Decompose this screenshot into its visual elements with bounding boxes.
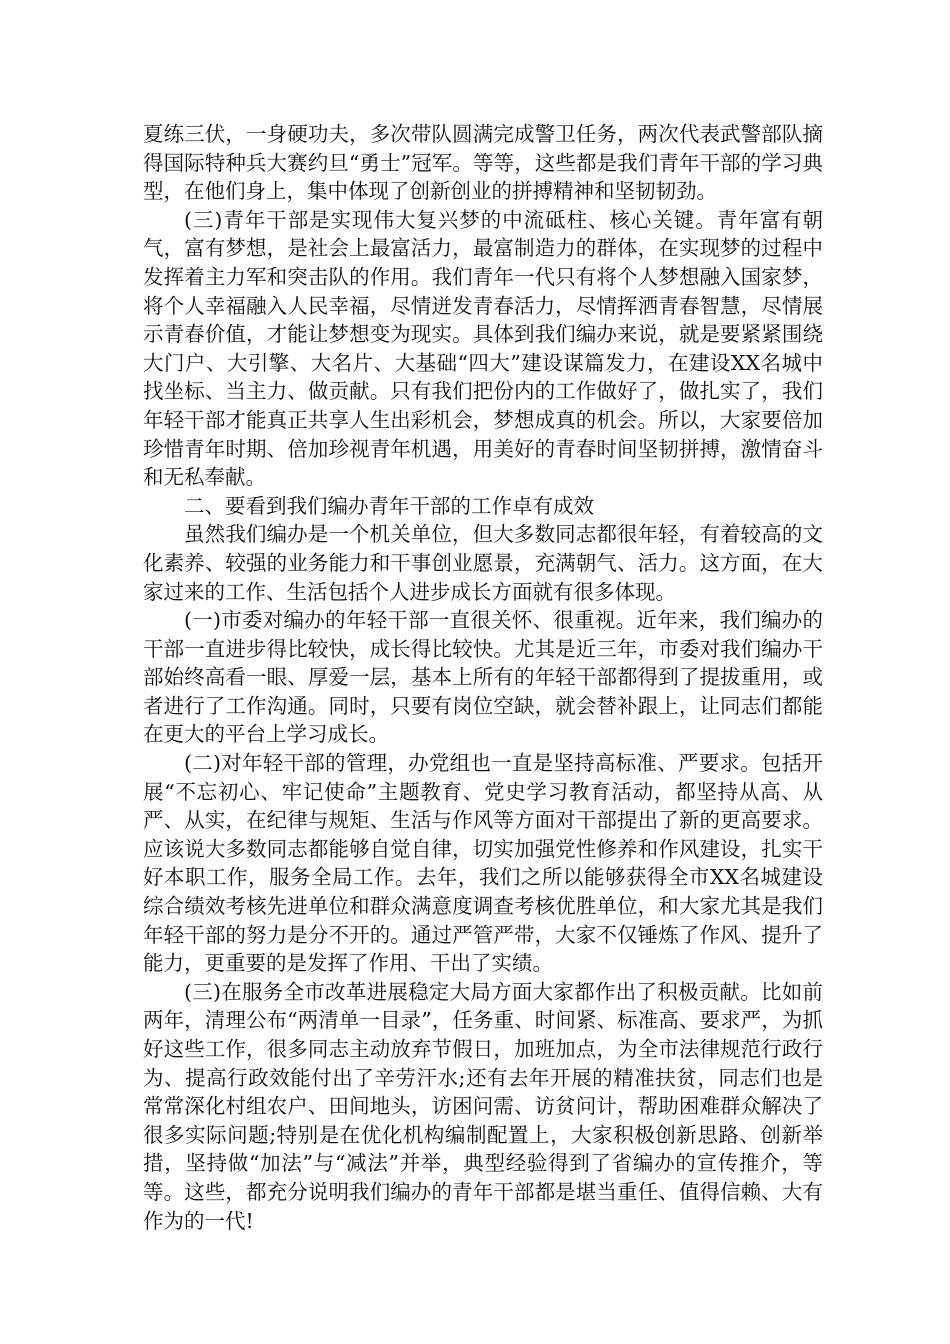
paragraph-point-three: (三)在服务全市改革进展稳定大局方面大家都作出了积极贡献。比如前两年，清理公布“两清单一目录”，任务重、时间紧、标准高、要求严，为抓好这些工作，很多同志主动放弃节假日，加班加点，为全市法律规范行政行为、提高行政效能付出了辛劳汗水;还有去年开展的精准扶贫，同志们也是常常深化村组农户、田间地头，访困问需、访贫问计，帮助困难群众解决了很多实际问题;特别是在优化机构编制配置上，大家积极创新思路、创新举措，坚持做“加法”与“减法”并举，典型经验得到了省编办的宣传推介，等等。这些，都充分说明我们编办的青年干部都是堪当重任、值得信赖、大有作为的一代!	[143, 979, 823, 1233]
paragraph-intro: 虽然我们编办是一个机关单位，但大多数同志都很年轻，有着较高的文化素养、较强的业务能力和干事创业愿景，充满朝气、活力。这方面，在大家过来的工作、生活包括个人进步成长方面就有很多体现。	[143, 522, 823, 604]
paragraph-point-two: (二)对年轻干部的管理，办党组也一直是坚持高标准、严要求。包括开展“不忘初心、牢记使命”主题教育、党史学习教育活动，都坚持从高、从严、从实，在纪律与规矩、生活与作风等方面对干部提出了新的更高要求。应该说大多数同志都能够自觉自律，切实加强党性修养和作风建设，扎实干好本职工作，服务全局工作。去年，我们之所以能够获得全市XX名城建设综合绩效考核先进单位和群众满意度调查考核优胜单位，和大家尤其是我们年轻干部的努力是分不开的。通过严管严带，大家不仅锤炼了作风、提升了能力，更重要的是发挥了作用、干出了实绩。	[143, 751, 823, 976]
section-heading-two: 二、要看到我们编办青年干部的工作卓有成效	[184, 493, 594, 518]
document-page	[143, 120, 823, 1235]
paragraph-point-one: (一)市委对编办的年轻干部一直很关怀、很重视。近年来，我们编办的干部一直进步得比较快，成长得比较快。尤其是近三年，市委对我们编办干部始终高看一眼、厚爱一层，基本上所有的年轻干部都得到了提拔重用，或者进行了工作沟通。同时，只要有岗位空缺，就会替补跟上，让同志们都能在更大的平台上学习成长。	[143, 608, 823, 747]
paragraph-continuation: 夏练三伏，一身硬功夫，多次带队圆满完成警卫任务，两次代表武警部队摘得国际特种兵大赛约旦“勇士”冠军。等等，这些都是我们青年干部的学习典型，在他们身上，集中体现了创新创业的拼搏精神和坚韧韧劲。	[143, 122, 823, 204]
paragraph-section-three: (三)青年干部是实现伟大复兴梦的中流砥柱、核心关键。青年富有朝气，富有梦想，是社会上最富活力，最富制造力的群体，在实现梦的过程中发挥着主力军和突击队的作用。我们青年一代只有将个人梦想融入国家梦，将个人幸福融入人民幸福，尽情迸发青春活力，尽情挥洒青春智慧，尽情展示青春价值，才能让梦想变为现实。具体到我们编办来说，就是要紧紧围绕大门户、大引擎、大名片、大基础“四大”建设谋篇发力，在建设XX名城中找坐标、当主力、做贡献。只有我们把份内的工作做好了，做扎实了，我们年轻干部才能真正共享人生出彩机会，梦想成真的机会。所以，大家要倍加珍惜青年时期、倍加珍视青年机遇，用美好的青春时间坚韧拼搏，激情奋斗和无私奉献。	[143, 207, 823, 490]
